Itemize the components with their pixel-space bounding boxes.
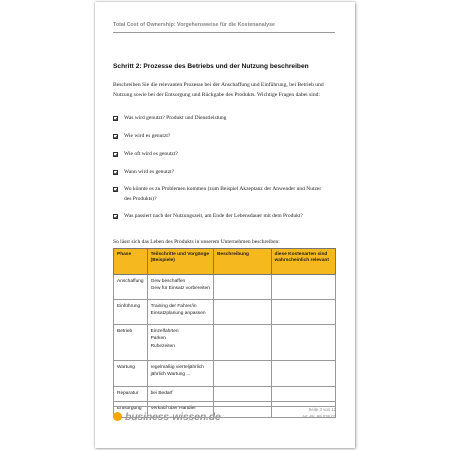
table-row — [114, 325, 336, 361]
checkbox-icon — [113, 187, 118, 192]
phase-cell: Entsorgung — [114, 402, 148, 417]
phase-cell: Einführung — [114, 300, 148, 325]
description-cell — [213, 325, 271, 361]
checkbox-icon — [113, 116, 118, 121]
page-info — [302, 407, 336, 420]
table-row — [114, 361, 336, 387]
steps-cell: regelmäßig vierteljährlich jährlich Wartung ... — [147, 361, 213, 387]
costs-cell — [271, 387, 335, 402]
steps-cell: Training der Fahrer/in Einsatzplanung anpassen — [147, 300, 213, 325]
column-header-phase: Phase — [114, 249, 148, 275]
checkbox-icon — [113, 214, 118, 219]
costs-cell — [271, 275, 335, 300]
steps-cell: Einzelfahrten Parken Ruhezeiten — [147, 325, 213, 361]
steps-cell: bei Bedarf — [147, 387, 213, 402]
costs-cell — [271, 361, 335, 387]
document-page: Total Cost of Ownership: Vorgehensweise für die Kostenanalyse Schritt 2: Prozesse des Betriebs und der Nutzung beschreiben Beschreiben Sie die relevanten Prozesse bei der Anschaffung und Einführung, bei Betrieb und Nutzung sowie bei der Entsorgung und Rückgabe des Produkts. Wichtige Fragen dabei sind: Was wird genutzt? Produkt und Dienstleistung Wie wird es genutzt? Wie oft wird es genutzt? Wann wird es genutzt? Wo könnte es zu Problemen kommen (zum Beispiel Akzeptanz der Anwender und Nutzer des Produkts)? Was passiert nach der Nutzungszeit, am Ende der Lebensdauer mit dem Produkt? So lässt sich das Leben des Produkts in unserem Unternehmen beschreiben: Phase Teilschritte und Vorgänge (Beispiele) Beschreibung diese Kostenarten sind wahrscheinlich relevant Anschaffung Gew beschaffen Gew für Einsatz vorbereiten Einführung Training der Fahrer/in Einsatzplanung anpassen Betrieb Einzelfahrten Parken Ruhezeiten Wartung regelmäßig vierteljährlich jährlich Wartung ... Reparatur bei Bedarf Entsorgung Verkauf über Händler business-wissen.de Seite 3 von 12 Art.-Nr. 99.036.02 — [95, 2, 355, 448]
table-row — [114, 387, 336, 402]
logo-dot-icon — [113, 412, 122, 421]
column-header-steps: Teilschritte und Vorgänge (Beispiele) — [147, 249, 213, 275]
description-cell — [213, 387, 271, 402]
page-header-title: Total Cost of Ownership: Vorgehensweise für die Kostenanalyse — [113, 22, 275, 28]
description-cell — [213, 300, 271, 325]
section-heading: Schritt 2: Prozesse des Betriebs und der Nutzung beschreiben — [113, 63, 309, 70]
checkbox-icon — [113, 134, 118, 139]
description-cell — [213, 275, 271, 300]
page-number: Seite 3 von 12 — [308, 407, 336, 412]
table-intro: So lässt sich das Leben des Produkts in unserem Unternehmen beschreiben: — [113, 239, 280, 245]
costs-cell — [271, 300, 335, 325]
phase-cell: Wartung — [114, 361, 148, 387]
description-cell — [213, 402, 271, 417]
phase-cell: Betrieb — [114, 325, 148, 361]
checkbox-icon — [113, 152, 118, 157]
description-cell — [213, 361, 271, 387]
table-row — [114, 300, 336, 325]
logo-text: business-wissen.de — [125, 411, 221, 423]
checkbox-icon — [113, 170, 118, 175]
costs-cell — [271, 325, 335, 361]
section-paragraph: Beschreiben Sie die relevanten Prozesse bei der Anschaffung und Einführung, bei Betrieb und Nutzung sowie bei der Entsorgung und Rückgabe des Produkts. Wichtige Fragen dabei sind: — [113, 82, 324, 98]
column-header-description: Beschreibung — [213, 249, 271, 275]
column-header-costs: diese Kostenarten sind wahrscheinlich relevant — [271, 249, 335, 275]
phase-cell: Anschaffung — [114, 275, 148, 300]
lifecycle-table — [113, 248, 336, 418]
article-number: Art.-Nr. 99.036.02 — [302, 413, 336, 419]
phase-cell: Reparatur — [114, 387, 148, 402]
table-row — [114, 275, 336, 300]
steps-cell: Verkauf über Händler — [147, 402, 213, 417]
header-divider — [113, 32, 335, 33]
steps-cell: Gew beschaffen Gew für Einsatz vorbereiten — [147, 275, 213, 300]
